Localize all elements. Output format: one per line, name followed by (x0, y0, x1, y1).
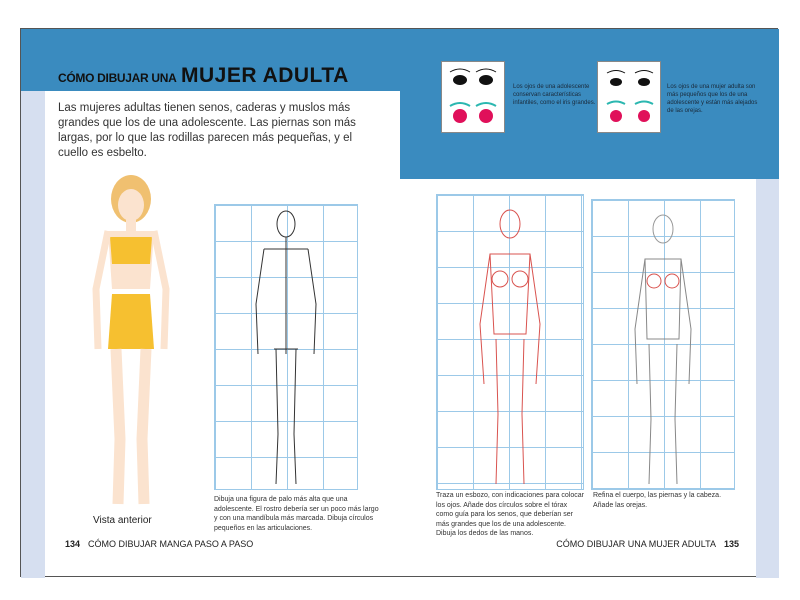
right-footer (556, 539, 747, 549)
left-page-number: 134 (65, 539, 81, 549)
adult-woman-illustration (76, 169, 186, 514)
refined-body-sketch (591, 199, 735, 490)
body-outline-sketch (436, 194, 584, 490)
right-margin-strip (756, 179, 779, 578)
title-prefix: CÓMO DIBUJAR UNA (58, 71, 177, 85)
left-footer (57, 539, 253, 549)
step1-caption: Dibuja una figura de palo más alta que una adolescente. El rostro debería ser un poco más largo y con una mandíbula más marcada. Dibuja círculos pequeños en las articulaciones. (214, 496, 379, 532)
adult-eyes-image (597, 61, 661, 133)
step3-caption: Refina el cuerpo, las piernas y la cabeza. Añade las orejas. (593, 492, 722, 509)
adult-eyes-caption: Los ojos de una mujer adulta son más pequeños que los de una adolescente y están más alejados de las orejas. (667, 84, 758, 114)
page-title (58, 64, 349, 88)
stick-figure-sketch (214, 204, 358, 490)
left-margin-strip (21, 91, 45, 578)
right-running-head: CÓMO DIBUJAR UNA MUJER ADULTA (556, 539, 716, 549)
book-spread (20, 28, 778, 577)
right-page-number: 135 (723, 539, 739, 549)
step2-caption: Traza un esbozo, con indicaciones para colocar los ojos. Añade dos círculos sobre el tórax como guía para los senos, que deberían ser más grandes que los de una adolescente. Dibuja los dedos de las manos. (436, 492, 584, 537)
title-main: MUJER ADULTA (181, 64, 349, 87)
teen-eyes-image (441, 61, 505, 133)
figure-label: Vista anterior (93, 515, 152, 526)
eyes-illustration (442, 62, 506, 134)
eyes-illustration (598, 62, 662, 134)
left-running-head: CÓMO DIBUJAR MANGA PASO A PASO (88, 539, 254, 549)
teen-eyes-caption: Los ojos de una adolescente conservan características infantiles, como el iris grandes. (513, 84, 596, 106)
intro-text: Las mujeres adultas tienen senos, caderas y muslos más grandes que los de una adolescente. Las piernas son más largas, por lo que las rodillas parecen más pequeñas, y el cuello es esbelto. (58, 102, 356, 159)
